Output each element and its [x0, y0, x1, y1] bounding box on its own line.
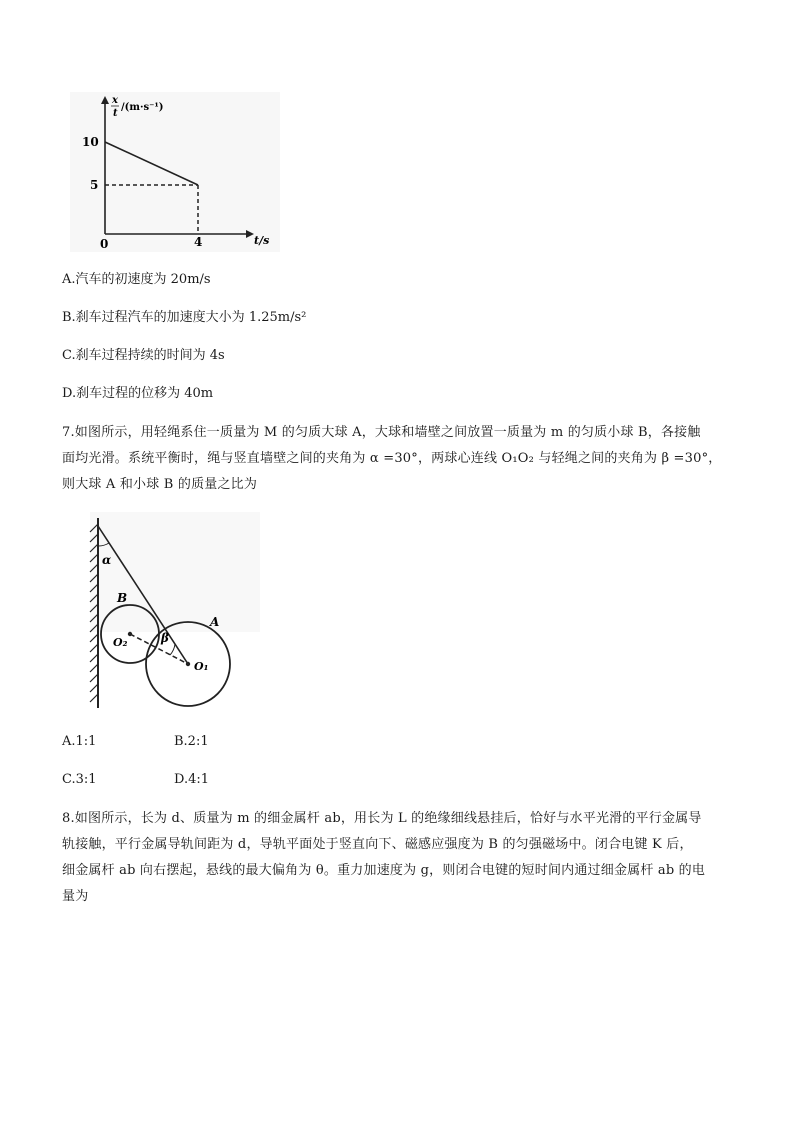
- q6-option-c: C.刹车过程持续的时间为 4s: [62, 348, 225, 363]
- q7-option-b: B.2:1: [174, 734, 209, 749]
- beta-label: β: [161, 631, 169, 645]
- alpha-label: α: [102, 553, 112, 567]
- x-tick-4: 4: [194, 235, 203, 249]
- y-axis-label-num: x: [112, 95, 118, 106]
- y-axis-label-den: t: [113, 108, 118, 119]
- q7-line-3: 则大球 A 和小球 B 的质量之比为: [62, 477, 258, 492]
- x-axis-label: t/s: [254, 234, 270, 247]
- q8-line-1: 8.如图所示，长为 d、质量为 m 的细金属杆 ab，用长为 L 的绝缘细线悬挂后，恰好与水平光滑的平行金属导: [62, 811, 702, 826]
- q8-line-4: 量为: [62, 889, 89, 904]
- q8-line-2: 轨接触，平行金属导轨间距为 d，导轨平面处于竖直向下、磁感应强度为 B 的匀强磁场中。闭合电键 K 后，: [62, 837, 693, 852]
- q6-option-a: A.汽车的初速度为 20m/s: [62, 272, 211, 287]
- q7-option-a: A.1:1: [62, 734, 97, 749]
- y-tick-10: 10: [82, 135, 99, 149]
- q7-line-1: 7.如图所示，用轻绳系住一质量为 M 的匀质大球 A，大球和墙壁之间放置一质量为 m 的匀质小球 B，各接触: [62, 425, 701, 440]
- ball-a-label: A: [210, 615, 220, 629]
- x-tick-0: 0: [100, 237, 109, 251]
- q6-option-d: D.刹车过程的位移为 40m: [62, 386, 214, 401]
- o1-label: O₁: [194, 660, 209, 673]
- q8-question: [62, 806, 752, 910]
- q7-option-c: C.3:1: [62, 772, 97, 787]
- ball-wall-diagram: [60, 512, 260, 712]
- ball-b-label: B: [117, 591, 128, 605]
- q7-question: [62, 420, 752, 498]
- y-axis-unit: /(m·s⁻¹): [121, 102, 164, 113]
- q7-line-2: 面均光滑。系统平衡时，绳与竖直墙壁之间的夹角为 α =30°，两球心连线 O₁O₂ 与轻绳之间的夹角为 β =30°，: [62, 451, 722, 466]
- velocity-time-graph: [70, 92, 280, 252]
- y-tick-5: 5: [90, 178, 99, 192]
- q8-line-3: 细金属杆 ab 向右摆起，悬线的最大偏角为 θ。重力加速度为 g，则闭合电键的短时间内通过细金属杆 ab 的电: [62, 863, 706, 878]
- q7-option-d: D.4:1: [174, 772, 210, 787]
- q6-option-b: B.刹车过程汽车的加速度大小为 1.25m/s²: [62, 310, 307, 325]
- o2-label: O₂: [113, 636, 128, 649]
